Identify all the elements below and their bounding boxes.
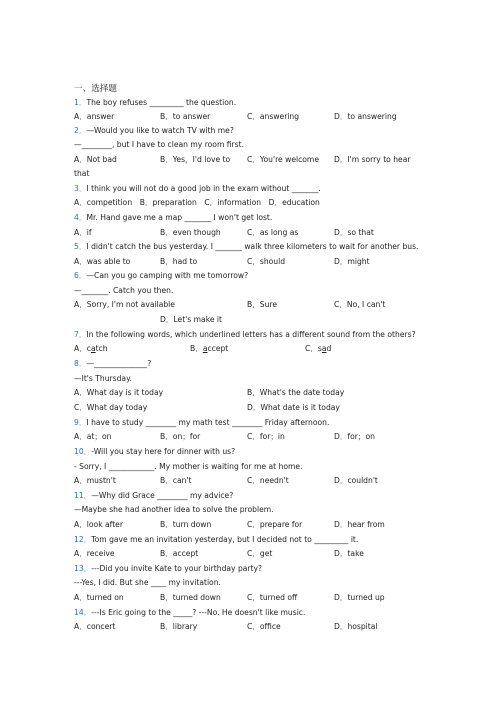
- question-3: [74, 184, 321, 194]
- option-d-wrap: that: [74, 169, 90, 178]
- option-a[interactable]: A．answer: [74, 112, 115, 121]
- question-text: The boy refuses _________ the question.: [86, 98, 237, 107]
- option-a[interactable]: A．turned on: [74, 593, 124, 602]
- option-d[interactable]: D．take: [334, 549, 364, 558]
- question-text: —Why did Grace ________ my advice?: [91, 491, 234, 500]
- question-text-line2: —Maybe she had another idea to solve the problem.: [74, 505, 274, 514]
- option-c[interactable]: C．needn't: [247, 476, 289, 485]
- question-10: [74, 447, 235, 457]
- option-c[interactable]: C．What day today: [74, 403, 148, 412]
- question-text: —Would you like to watch TV with me?: [86, 126, 234, 135]
- question-number: 12．: [74, 535, 92, 544]
- option-c[interactable]: C．sad: [305, 344, 332, 353]
- underlined-letter: a: [90, 344, 96, 353]
- option-d[interactable]: D．Let's make it: [160, 315, 222, 324]
- option-b[interactable]: B．on；for: [160, 432, 201, 441]
- question-1: [74, 98, 236, 108]
- option-d[interactable]: D．hospital: [334, 622, 378, 631]
- option-d[interactable]: D．to answering: [334, 112, 397, 121]
- option-d[interactable]: D．for；on: [334, 432, 375, 441]
- question-number: 1．: [74, 98, 87, 107]
- question-6: [74, 271, 248, 281]
- question-13: [74, 564, 262, 574]
- question-text: —Can you go camping with me tomorrow?: [86, 271, 249, 280]
- option-a[interactable]: A．if: [74, 228, 92, 237]
- option-c[interactable]: C．should: [247, 257, 286, 266]
- question-8: [74, 359, 151, 369]
- question-number: 13．: [74, 564, 92, 573]
- question-14: [74, 608, 305, 618]
- question-number: 6．: [74, 271, 87, 280]
- question-text-line2: ---Yes, I did. But she ____ my invitation.: [74, 578, 221, 587]
- question-text: I didn't catch the bus yesterday. I _______ walk three kilometers to wait for another bus.: [86, 242, 419, 251]
- option-d[interactable]: D．What date is it today: [247, 403, 340, 412]
- option-b[interactable]: B．Sure: [247, 300, 278, 309]
- question-11: [74, 491, 233, 501]
- option-d[interactable]: D．turned up: [334, 593, 385, 602]
- question-7: [74, 330, 416, 340]
- question-number: 2．: [74, 126, 87, 135]
- option-b[interactable]: B．turn down: [160, 520, 212, 529]
- option-c[interactable]: C．turned off: [247, 593, 298, 602]
- question-5: [74, 242, 418, 252]
- option-c[interactable]: C．No, I can't: [334, 300, 386, 309]
- option-c[interactable]: C．prepare for: [247, 520, 303, 529]
- question-number: 10．: [74, 447, 92, 456]
- option-a[interactable]: A．was able to: [74, 257, 131, 266]
- question-text-line2: —It's Thursday.: [74, 374, 132, 383]
- option-c[interactable]: C．for；in: [247, 432, 285, 441]
- option-a[interactable]: A．receive: [74, 549, 115, 558]
- underlined-letter: a: [202, 344, 208, 353]
- option-b[interactable]: B．accept: [160, 549, 199, 558]
- option-b[interactable]: B．to answer: [160, 112, 211, 121]
- option-d[interactable]: D．I'm sorry to hear: [334, 155, 411, 164]
- question-text-line2: —________, but I have to clean my room first.: [74, 140, 245, 149]
- question-4: [74, 213, 272, 223]
- option-b[interactable]: B．even though: [160, 228, 221, 237]
- question-9: [74, 418, 329, 428]
- question-text: Mr. Hand gave me a map _______ I won't get lost.: [86, 213, 273, 222]
- question-number: 3．: [74, 184, 87, 193]
- question-text: Tom gave me an invitation yesterday, but I decided not to _________ it.: [91, 535, 359, 544]
- option-d[interactable]: D．so that: [334, 228, 374, 237]
- option-a[interactable]: A．concert: [74, 622, 116, 631]
- option-c[interactable]: C．answering: [247, 112, 300, 121]
- question-number: 5．: [74, 242, 87, 251]
- question-number: 4．: [74, 213, 87, 222]
- option-a[interactable]: A．What day is it today: [74, 388, 164, 397]
- option-c[interactable]: C．get: [247, 549, 273, 558]
- option-d[interactable]: D．might: [334, 257, 370, 266]
- option-c[interactable]: C．office: [247, 622, 281, 631]
- question-text: I think you will not do a good job in the exam without _______.: [86, 184, 321, 193]
- question-text: ---Is Eric going to the _____? ---No. He doesn't like music.: [91, 608, 306, 617]
- question-text-line2: - Sorry, I ____________. My mother is waiting for me at home.: [74, 462, 303, 471]
- question-number: 8．: [74, 359, 87, 368]
- question-number: 11．: [74, 491, 92, 500]
- question-text: -Will you stay here for dinner with us?: [91, 447, 236, 456]
- option-b[interactable]: B．had to: [160, 257, 198, 266]
- option-d[interactable]: D．couldn't: [334, 476, 378, 485]
- option-a[interactable]: A．Not bad: [74, 155, 117, 164]
- option-a[interactable]: A．at；on: [74, 432, 112, 441]
- option-c[interactable]: C．as long as: [247, 228, 299, 237]
- question-12: [74, 535, 358, 545]
- section-heading: 一、选择题: [74, 84, 117, 94]
- underlined-letter: a: [321, 344, 327, 353]
- option-b[interactable]: B．What's the date today: [247, 388, 345, 397]
- option-a[interactable]: A．mustn't: [74, 476, 116, 485]
- option-b[interactable]: B．library: [160, 622, 198, 631]
- question-number: 9．: [74, 418, 87, 427]
- option-d[interactable]: D．hear from: [334, 520, 385, 529]
- option-b[interactable]: B．Yes，I'd love to: [160, 155, 231, 164]
- option-a[interactable]: A．Sorry, I'm not available: [74, 300, 175, 309]
- option-b[interactable]: B．turned down: [160, 593, 221, 602]
- question-text: —______________?: [86, 359, 152, 368]
- option-b[interactable]: B．can't: [160, 476, 192, 485]
- question-number: 14．: [74, 608, 92, 617]
- option-a[interactable]: A．catch: [74, 344, 108, 353]
- question-text: I have to study ________ my math test ________ Friday afternoon.: [86, 418, 330, 427]
- question-text: ---Did you invite Kate to your birthday party?: [91, 564, 263, 573]
- options-inline[interactable]: A．competition B．preparation C．information D．education: [74, 198, 320, 207]
- option-b[interactable]: B．accept: [190, 344, 229, 353]
- option-c[interactable]: C．You're welcome: [247, 155, 319, 164]
- question-text: In the following words, which underlined letters has a different sound from the others?: [86, 330, 416, 339]
- question-2: [74, 126, 234, 136]
- option-a[interactable]: A．look after: [74, 520, 123, 529]
- question-text-line2: —_______. Catch you then.: [74, 286, 174, 295]
- question-number: 7．: [74, 330, 87, 339]
